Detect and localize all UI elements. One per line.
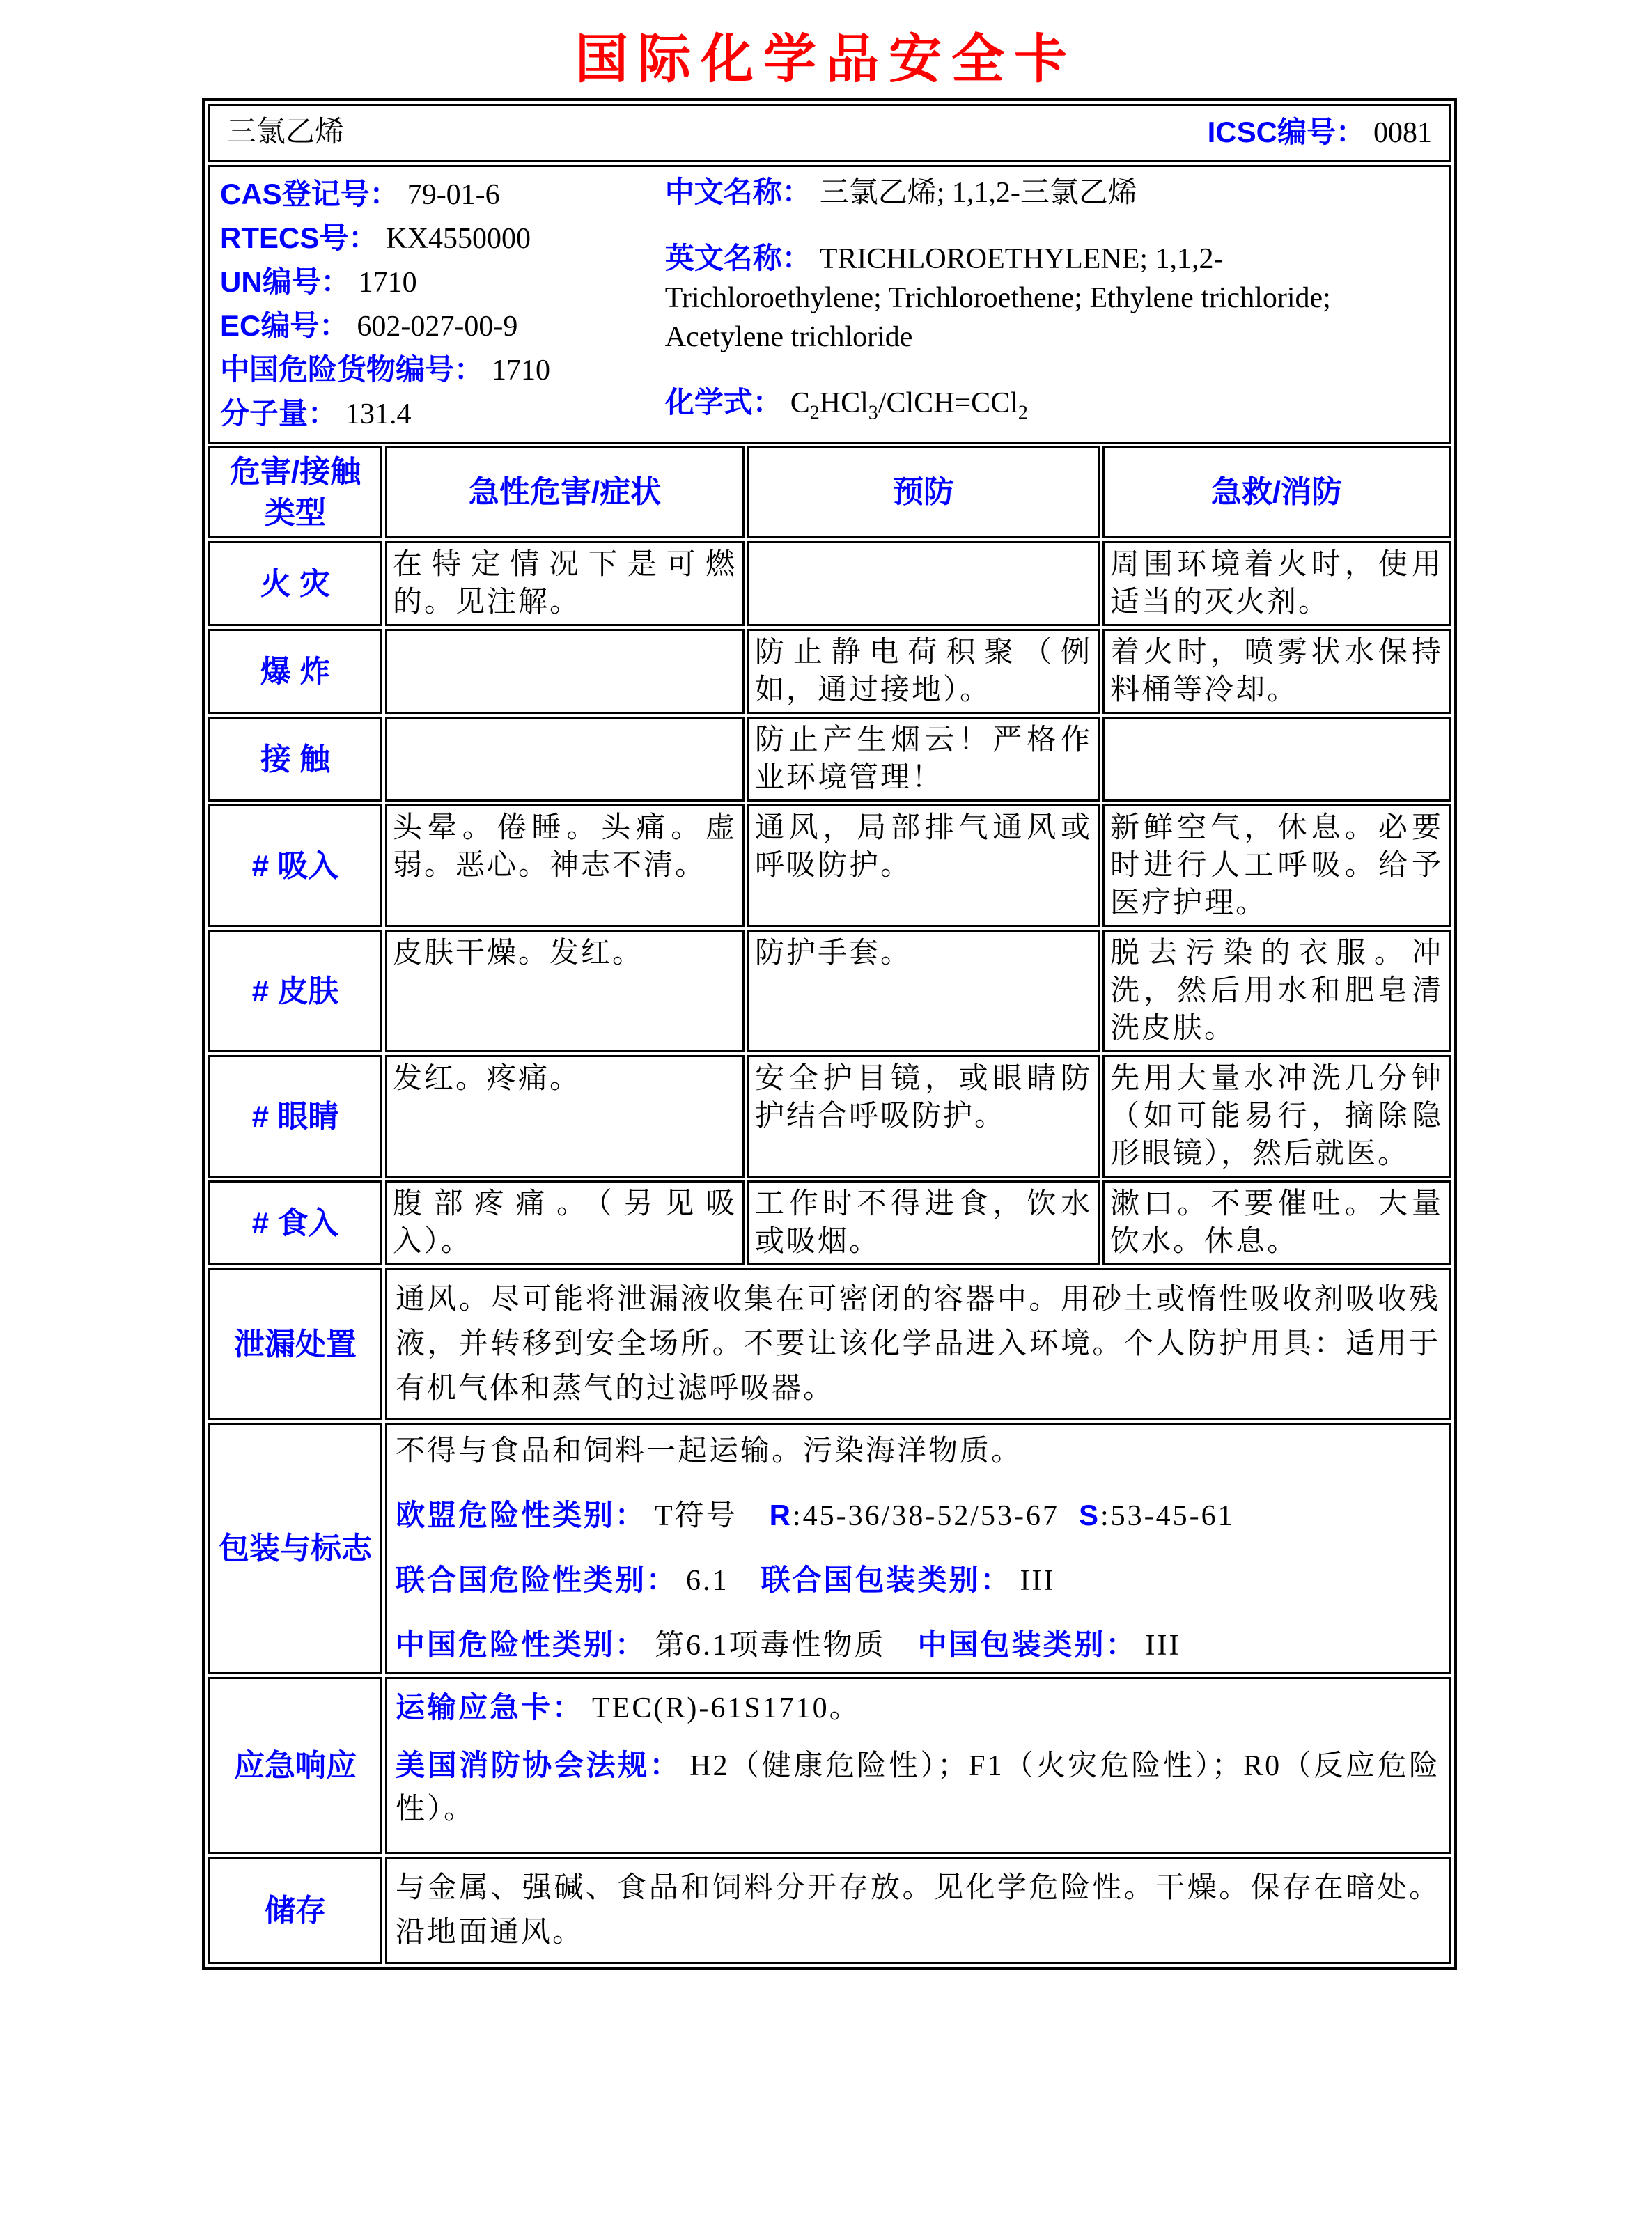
spill-disposal-row	[208, 1268, 1451, 1420]
tremcard-line	[396, 1686, 1440, 1730]
un-class-label: 联合国危险性类别：	[396, 1563, 678, 1597]
fire-prevention	[747, 541, 1100, 626]
fire-symptoms: 在特定情况下是可燃的。见注解。	[385, 541, 745, 626]
hazard-type-exposure: 接 触	[208, 717, 382, 802]
cas-number-value: 79-01-6	[407, 178, 500, 211]
hazard-row-fire	[208, 541, 1451, 626]
chinese-name-value: 三氯乙烯; 1,1,2-三氯乙烯	[819, 176, 1137, 209]
eyes-prevention: 安全护目镜，或眼睛防护结合呼吸防护。	[747, 1055, 1100, 1178]
formula-part: /ClCH=CCl	[878, 387, 1018, 419]
hazard-type-fire: 火 灾	[208, 541, 382, 626]
eu-classification-line	[396, 1496, 1440, 1536]
skin-first-aid: 脱去污染的衣服。冲洗，然后用水和肥皂清洗皮肤。	[1102, 930, 1451, 1052]
chinese-name-label: 中文名称：	[664, 175, 811, 208]
formula-subscript: 2	[809, 401, 820, 423]
eyes-symptoms: 发红。疼痛。	[385, 1055, 745, 1178]
packaging-labelling-label: 包装与标志	[208, 1423, 382, 1674]
hazard-type-eyes: # 眼睛	[208, 1055, 382, 1178]
molecular-weight-value: 131.4	[345, 398, 412, 430]
un-classification-line	[396, 1561, 1440, 1600]
un-class-value: 6.1	[686, 1565, 729, 1598]
english-name-label: 英文名称：	[664, 241, 811, 274]
icsc-number-label: ICSC编号：	[1207, 115, 1365, 148]
packaging-labelling-row	[208, 1423, 1451, 1674]
explosion-first-aid: 着火时，喷雾状水保持料桶等冷却。	[1102, 629, 1451, 714]
nfpa-value: H2（健康危险性）；F1（火灾危险性）；R0（反应危险性）。	[396, 1750, 1440, 1826]
hazard-table-header-row	[208, 446, 1451, 539]
formula-subscript: 2	[1018, 401, 1028, 423]
r-phrases-label: R	[769, 1499, 793, 1532]
ingestion-prevention: 工作时不得进食，饮水或吸烟。	[747, 1180, 1100, 1265]
r-phrases-value: :45-36/38-52/53-67	[793, 1500, 1059, 1533]
nfpa-label: 美国消防协会法规：	[396, 1749, 682, 1782]
un-pack-value: III	[1020, 1565, 1056, 1598]
formula-subscript: 3	[868, 401, 878, 423]
explosion-symptoms	[385, 629, 745, 714]
emergency-response-label: 应急响应	[208, 1677, 382, 1854]
s-phrases-label: S	[1078, 1499, 1100, 1532]
s-phrases-value: :53-45-61	[1100, 1500, 1235, 1533]
icsc-number-group	[1208, 114, 1432, 153]
substance-header-cell	[208, 104, 1451, 162]
hazard-type-inhalation: # 吸入	[208, 804, 382, 927]
fire-first-aid: 周围环境着火时，使用适当的灭火剂。	[1102, 541, 1451, 626]
ec-number-label: EC编号：	[220, 309, 349, 342]
china-class-label: 中国危险性类别：	[396, 1628, 647, 1662]
ingestion-first-aid: 漱口。不要催吐。大量饮水。休息。	[1102, 1180, 1451, 1265]
hazard-type-ingestion: # 食入	[208, 1180, 382, 1265]
english-name-value: TRICHLOROETHYLENE; 1,1,2-Trichloroethylene; Trichloroethene; Ethylene trichloride; Acetylene trichloride	[664, 242, 1331, 353]
china-dg-number-value: 1710	[492, 354, 551, 387]
rtecs-number-label: RTECS号：	[220, 221, 378, 254]
hazard-row-ingestion	[208, 1180, 1451, 1265]
inhalation-prevention: 通风，局部排气通风或呼吸防护。	[747, 804, 1100, 927]
storage-label: 储存	[208, 1857, 382, 1964]
china-pack-label: 中国包装类别：	[917, 1628, 1137, 1662]
tremcard-label: 运输应急卡：	[396, 1691, 584, 1724]
rtecs-number-value: KX4550000	[386, 222, 531, 255]
chemical-formula-label: 化学式：	[664, 385, 782, 419]
explosion-prevention: 防止静电荷积聚（例如，通过接地）。	[747, 629, 1100, 714]
un-number-value: 1710	[358, 266, 417, 299]
storage-row	[208, 1857, 1451, 1964]
column-header-symptoms: 急性危害/症状	[385, 446, 745, 539]
rtecs-number-line	[220, 217, 665, 260]
china-dg-number-label: 中国危险货物编号：	[220, 352, 484, 386]
english-name-line	[665, 239, 1439, 357]
china-dg-number-line	[220, 348, 665, 392]
hazard-row-explosion	[208, 629, 1451, 714]
identification-cell	[208, 165, 1451, 444]
ingestion-symptoms: 腹部疼痛。（另见吸入）。	[385, 1180, 745, 1265]
icsc-card-table	[202, 98, 1457, 1971]
china-pack-value: III	[1145, 1630, 1181, 1662]
icsc-number-value: 0081	[1373, 116, 1432, 149]
eyes-first-aid: 先用大量水冲洗几分钟（如可能易行，摘除隐形眼镜），然后就医。	[1102, 1055, 1451, 1178]
china-classification-line	[396, 1625, 1440, 1665]
molecular-weight-label: 分子量：	[220, 396, 338, 430]
names-block	[665, 173, 1439, 436]
packaging-labelling-content	[385, 1423, 1451, 1674]
exposure-symptoms	[385, 717, 745, 802]
identifier-list	[220, 173, 665, 436]
skin-prevention: 防护手套。	[747, 930, 1100, 1052]
exposure-prevention: 防止产生烟云！严格作业环境管理！	[747, 717, 1100, 802]
inhalation-first-aid: 新鲜空气，休息。必要时进行人工呼吸。给予医疗护理。	[1102, 804, 1451, 927]
substance-header-flex	[227, 114, 1432, 153]
transport-note: 不得与食品和饲料一起运输。污染海洋物质。	[396, 1435, 1023, 1468]
substance-name: 三氯乙烯	[227, 116, 345, 149]
hazard-type-skin: # 皮肤	[208, 930, 382, 1052]
emergency-response-row	[208, 1677, 1451, 1854]
identification-columns	[220, 173, 1439, 436]
ec-number-line	[220, 304, 665, 348]
inhalation-symptoms: 头晕。倦睡。头痛。虚弱。恶心。神志不清。	[385, 804, 745, 927]
chemical-formula-value	[790, 387, 1028, 423]
eu-class-label: 欧盟危险性类别：	[396, 1499, 647, 1532]
spill-disposal-label: 泄漏处置	[208, 1268, 382, 1420]
column-header-first-aid: 急救/消防	[1102, 446, 1451, 539]
china-class-value: 第6.1项毒性物质	[655, 1630, 886, 1662]
nfpa-line	[396, 1744, 1440, 1831]
eu-class-value: T符号	[655, 1500, 738, 1533]
page-title: 国际化学品安全卡	[575, 30, 1077, 89]
identification-row	[208, 165, 1451, 444]
storage-text: 与金属、强碱、食品和饲料分开存放。见化学危险性。干燥。保存在暗处。沿地面通风。	[385, 1857, 1451, 1964]
column-header-prevention: 预防	[747, 446, 1100, 539]
hazard-type-explosion: 爆 炸	[208, 629, 382, 714]
cas-number-line	[220, 173, 665, 217]
molecular-weight-line	[220, 392, 665, 436]
un-number-label: UN编号：	[220, 265, 350, 298]
chinese-name-line	[665, 173, 1439, 212]
hazard-row-eyes	[208, 1055, 1451, 1178]
column-header-hazard-type: 危害/接触类型	[208, 446, 382, 539]
formula-part: C	[790, 387, 810, 419]
skin-symptoms: 皮肤干燥。发红。	[385, 930, 745, 1052]
un-pack-label: 联合国包装类别：	[761, 1563, 1012, 1597]
tremcard-value: TEC(R)-61S1710。	[592, 1692, 861, 1725]
hazard-row-inhalation	[208, 804, 1451, 927]
ec-number-value: 602-027-00-9	[357, 310, 518, 343]
formula-part: HCl	[819, 387, 868, 419]
emergency-response-content	[385, 1677, 1451, 1854]
exposure-first-aid	[1102, 717, 1451, 802]
spill-disposal-text: 通风。尽可能将泄漏液收集在可密闭的容器中。用砂土或惰性吸收剂吸收残液，并转移到安全场所。不要让该化学品进入环境。个人防护用具：适用于有机气体和蒸气的过滤呼吸器。	[385, 1268, 1451, 1420]
hazard-row-skin	[208, 930, 1451, 1052]
cas-number-label: CAS登记号：	[220, 177, 399, 210]
chemical-formula-line	[665, 383, 1439, 432]
un-number-line	[220, 260, 665, 304]
hazard-row-exposure	[208, 717, 1451, 802]
substance-header-row	[208, 104, 1451, 162]
